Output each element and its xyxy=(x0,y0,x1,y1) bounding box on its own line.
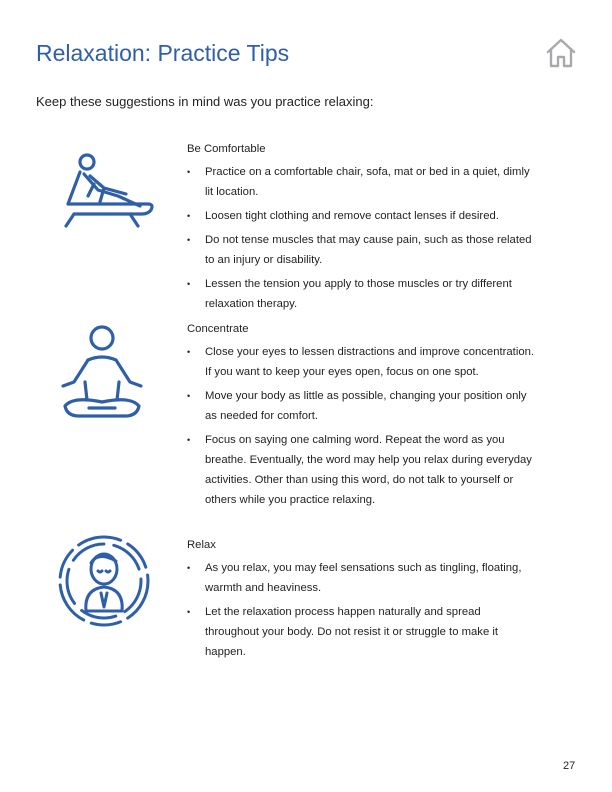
list-item: • Move your body as little as possible, changing your position only as needed for comfort. xyxy=(187,390,527,422)
lounge-chair-icon xyxy=(60,150,156,230)
section-concentrate xyxy=(187,322,537,514)
section-heading: Relax xyxy=(187,539,216,551)
home-icon[interactable] xyxy=(545,37,577,69)
list-item: • Let the relaxation process happen naturally and spread throughout your body. Do not resist it or struggle to make it happen. xyxy=(187,606,499,658)
page-title: Relaxation: Practice Tips xyxy=(36,40,290,66)
list-item: • Do not tense muscles that may cause pain, such as those related to an injury or disability. xyxy=(187,234,532,266)
section-heading: Concentrate xyxy=(187,323,249,335)
section-be-comfortable xyxy=(187,142,537,318)
intro-text: Keep these suggestions in mind was you practice relaxing: xyxy=(36,94,374,109)
list-item: • As you relax, you may feel sensations such as tingling, floating, warmth and heaviness. xyxy=(187,562,522,594)
meditation-icon xyxy=(55,322,149,420)
list-item: • Lessen the tension you apply to those muscles or try different relaxation therapy. xyxy=(187,278,512,310)
list-item: • Focus on saying one calming word. Repeat the word as you breathe. Eventually, the word may help you relax during everyday activities. Other than using this word, do not talk to yourself or others while you practice relaxing. xyxy=(187,434,532,506)
list-item: • Loosen tight clothing and remove contact lenses if desired. xyxy=(187,210,499,222)
calm-person-icon xyxy=(56,533,152,629)
page-number: 27 xyxy=(563,760,576,772)
list-item: • Close your eyes to lessen distractions and improve concentration. If you want to keep your eyes open, focus on one spot. xyxy=(187,346,535,378)
section-relax xyxy=(187,538,537,666)
section-heading: Be Comfortable xyxy=(187,143,266,155)
list-item: • Practice on a comfortable chair, sofa, mat or bed in a quiet, dimly lit location. xyxy=(187,166,530,198)
